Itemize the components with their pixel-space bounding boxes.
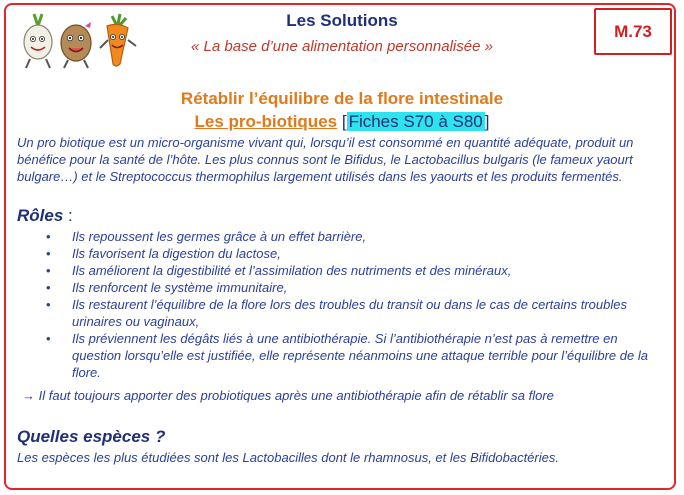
list-item-text: Ils renforcent le système immunitaire, bbox=[72, 280, 288, 295]
bullet-icon: • bbox=[46, 297, 51, 312]
list-item-text: Ils préviennent les dégâts liés à une antibiothérapie. Si l’antibiothérapie n’est pas à remettre en question lorsqu’elle est justifiée, elle représente néanmoins une attaque terrible pour l’équilibre de la flore. bbox=[72, 331, 648, 380]
roles-heading bbox=[17, 206, 73, 226]
section-subtitle bbox=[0, 112, 684, 132]
list-item bbox=[46, 296, 661, 330]
roles-heading-label: Rôles bbox=[17, 206, 64, 225]
bullet-icon: • bbox=[46, 280, 51, 295]
list-item bbox=[46, 228, 661, 245]
bullet-icon: • bbox=[46, 263, 51, 278]
bracket-open: [ bbox=[337, 112, 347, 131]
bullet-icon: • bbox=[46, 229, 51, 244]
header-subtitle: « La base d’une alimentation personnalisée » bbox=[191, 38, 493, 55]
section-title: Rétablir l’équilibre de la flore intestinale bbox=[180, 89, 504, 108]
roles-list bbox=[46, 228, 661, 381]
roles-colon: : bbox=[63, 206, 73, 225]
species-heading: Quelles espèces ? bbox=[17, 427, 166, 446]
list-item-text: Ils favorisent la digestion du lactose, bbox=[72, 246, 281, 261]
bracket-close: ] bbox=[484, 112, 490, 131]
fiches-reference: Fiches S70 à S80 bbox=[348, 112, 483, 131]
antibiotic-note: → Il faut toujours apporter des probiotiques après une antibiothérapie afin de rétablir sa flore bbox=[22, 388, 554, 403]
species-paragraph: Les espèces les plus étudiées sont les Lactobacilles dont le rhamnosus, et les Bifidobactéries. bbox=[17, 450, 559, 465]
document-code-badge: M.73 bbox=[594, 8, 672, 55]
list-item bbox=[46, 279, 661, 296]
probiotics-heading: Les pro-biotiques bbox=[194, 112, 338, 131]
list-item bbox=[46, 245, 661, 262]
bullet-icon: • bbox=[46, 331, 51, 346]
list-item bbox=[46, 262, 661, 279]
header-title: Les Solutions bbox=[286, 11, 398, 30]
list-item bbox=[46, 330, 661, 381]
intro-paragraph: Un pro biotique est un micro-organisme vivant qui, lorsqu’il est consommé en quantité adéquate, produit un bénéfice pour la santé de l’hôte. Les plus connus sont le Bifidus, le Lactobacillus bulgaris (le fameux yaourt bulgare…) et le Streptococcus thermophilus largement utilisés dans les yaourts et les produits fermentés. bbox=[17, 135, 634, 184]
list-item-text: Ils repoussent les germes grâce à un effet barrière, bbox=[72, 229, 367, 244]
bullet-icon: • bbox=[46, 246, 51, 261]
list-item-text: Ils améliorent la digestibilité et l’assimilation des nutriments et des minéraux, bbox=[72, 263, 512, 278]
list-item-text: Ils restaurent l’équilibre de la flore lors des troubles du transit ou dans le cas de certains troubles urinaires ou vaginaux, bbox=[72, 297, 627, 329]
